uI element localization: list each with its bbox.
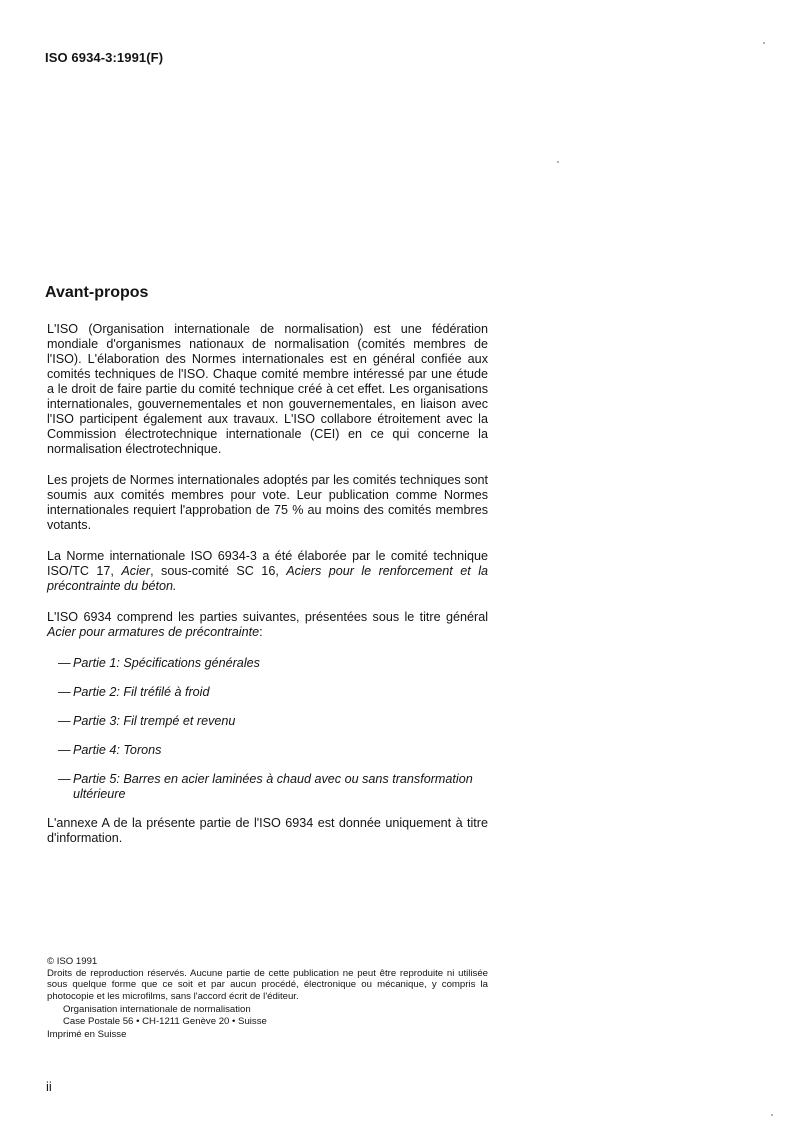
part-label: Partie 5: Barres en acier laminées à chaud avec ou sans transformation ultérieure [73, 772, 473, 801]
part-label: Partie 2: Fil tréfilé à froid [73, 685, 210, 699]
em-dash: — [58, 656, 71, 670]
general-title: Acier pour armatures de précontrainte [47, 625, 260, 639]
paragraph-committee [47, 549, 488, 594]
paragraph-annex: L'annexe A de la présente partie de l'ISO 6934 est donnée uniquement à titre d'information. [47, 816, 488, 845]
document-id: ISO 6934-3:1991(F) [45, 50, 164, 65]
page-number: ii [46, 1079, 52, 1094]
parts-intro-text: L'ISO 6934 comprend les parties suivantes, présentées sous le titre général [47, 610, 488, 624]
publisher-name: Organisation internationale de normalisation [63, 1004, 251, 1015]
foreword-body [47, 322, 488, 862]
list-item [47, 772, 488, 802]
list-item [47, 656, 488, 671]
scan-speck [771, 1114, 773, 1116]
section-title: Avant-propos [45, 284, 149, 301]
em-dash: — [58, 772, 71, 786]
rights-statement: Droits de reproduction réservés. Aucune partie de cette publication ne peut être reproduite ni utilisée sous quelque forme que ce soit et par aucun procédé, électronique ou mécanique, y compris la photocopie et les microfilms, sans l'accord écrit de l'éditeur. [47, 967, 488, 1002]
list-item [47, 685, 488, 700]
em-dash: — [58, 743, 71, 757]
copyright-block [47, 956, 488, 1041]
scan-speck [763, 42, 765, 44]
list-item [47, 714, 488, 729]
em-dash: — [58, 714, 71, 728]
paragraph-parts-intro [47, 610, 488, 640]
committee-name: Acier [121, 564, 151, 578]
part-label: Partie 4: Torons [73, 743, 162, 757]
publisher-address: Case Postale 56 • CH-1211 Genève 20 • Suisse [63, 1015, 267, 1027]
parts-intro-colon: : [259, 625, 263, 639]
committee-text-1: La Norme internationale ISO 6934-3 a été élaborée par le comité technique ISO/TC 17, [47, 549, 488, 578]
committee-text-2: , sous-comité SC 16, [150, 564, 287, 578]
subcommittee-name: Aciers pour le renforcement et la précontrainte du béton. [47, 564, 488, 593]
em-dash: — [58, 685, 71, 699]
scan-speck [557, 161, 559, 163]
parts-list [47, 656, 488, 802]
list-item [47, 743, 488, 758]
printed-in: Imprimé en Suisse [47, 1029, 127, 1040]
paragraph-iso-description: L'ISO (Organisation internationale de normalisation) est une fédération mondiale d'organismes nationaux de normalisation (comités membres de l'ISO). L'élaboration des Normes internationales est en général confiée aux comités techniques de l'ISO. Chaque comité membre intéressé par une étude a le droit de faire partie du comité technique créé à cet effet. Les organisations internationales, gouvernementales et non gouvernementales, en liaison avec l'ISO participent également aux travaux. L'ISO collabore étroitement avec la Commission électrotechnique internationale (CEI) en ce qui concerne la normalisation électrotechnique. [47, 322, 488, 456]
copyright-notice: © ISO 1991 [47, 956, 98, 967]
part-label: Partie 1: Spécifications générales [73, 656, 260, 670]
paragraph-voting: Les projets de Normes internationales adoptés par les comités techniques sont soumis aux comités membres pour vote. Leur publication comme Normes internationales requiert l'approbation de 75 % au moins des comités membres votants. [47, 473, 488, 532]
part-label: Partie 3: Fil trempé et revenu [73, 714, 236, 728]
